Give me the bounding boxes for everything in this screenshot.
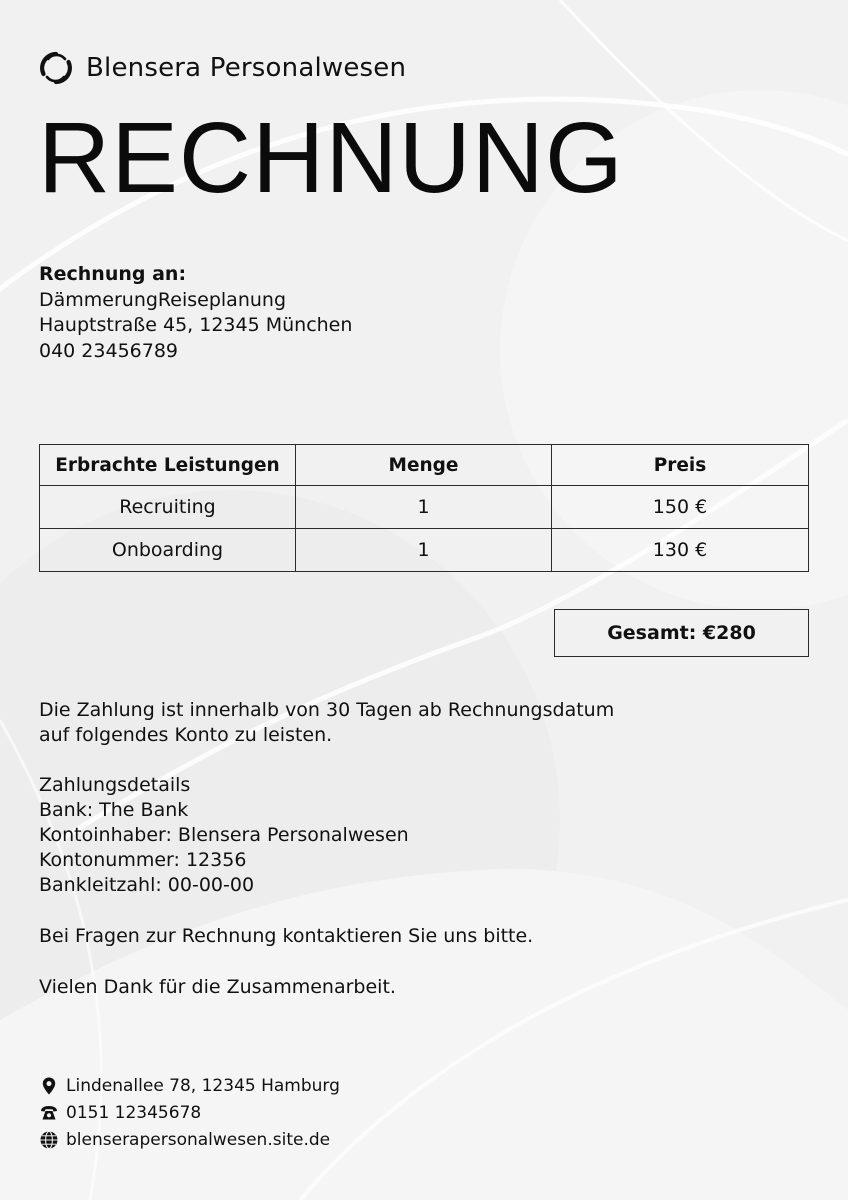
- location-pin-icon: [39, 1076, 59, 1096]
- payment-details-heading: Zahlungsdetails: [39, 774, 191, 796]
- payment-bank: Bank: The Bank: [39, 799, 189, 821]
- thank-you-note: Vielen Dank für die Zusammenarbeit.: [39, 976, 396, 998]
- price-cell: 150 €: [552, 486, 809, 529]
- bill-to-phone: 040 23456789: [39, 339, 179, 362]
- column-header-quantity: Menge: [296, 445, 552, 486]
- services-table: [39, 444, 809, 572]
- contact-address-row: [39, 1072, 340, 1099]
- table-row: [40, 486, 809, 529]
- table-row: [40, 529, 809, 572]
- payment-account-holder: Kontoinhaber: Blensera Personalwesen: [39, 824, 409, 846]
- payment-terms-line-1: Die Zahlung ist innerhalb von 30 Tagen ab Rechnungsdatum: [39, 699, 615, 721]
- company-name: Blensera Personalwesen: [86, 53, 407, 83]
- contact-footer: [39, 1072, 340, 1153]
- service-cell: Recruiting: [40, 486, 296, 529]
- questions-note: Bei Fragen zur Rechnung kontaktieren Sie uns bitte.: [39, 925, 534, 947]
- column-header-service: Erbrachte Leistungen: [40, 445, 296, 486]
- quantity-cell: 1: [296, 486, 552, 529]
- quantity-cell: 1: [296, 529, 552, 572]
- price-cell: 130 €: [552, 529, 809, 572]
- contact-website[interactable]: blenserapersonalwesen.site.de: [66, 1129, 331, 1150]
- column-header-price: Preis: [552, 445, 809, 486]
- telephone-icon: [39, 1103, 59, 1123]
- payment-terms-line-2: auf folgendes Konto zu leisten.: [39, 724, 333, 746]
- total-amount: Gesamt: €280: [554, 609, 809, 657]
- company-header: [38, 50, 406, 86]
- contact-phone-row: [39, 1099, 340, 1126]
- payment-section: [39, 698, 614, 1000]
- contact-address: Lindenallee 78, 12345 Hamburg: [66, 1075, 340, 1096]
- contact-website-row: [39, 1126, 340, 1153]
- payment-account-number: Kontonummer: 12356: [39, 849, 247, 871]
- bill-to-address: Hauptstraße 45, 12345 München: [39, 314, 353, 336]
- payment-bank-code: Bankleitzahl: 00-00-00: [39, 874, 255, 896]
- service-cell: Onboarding: [40, 529, 296, 572]
- table-header-row: [40, 445, 809, 486]
- contact-phone: 0151 12345678: [66, 1102, 202, 1123]
- swirl-logo-icon: [38, 50, 74, 86]
- document-title: RECHNUNG: [38, 102, 624, 214]
- bill-to-name: DämmerungReiseplanung: [39, 288, 287, 311]
- globe-icon: [39, 1130, 59, 1150]
- bill-to-label: Rechnung an:: [39, 263, 187, 285]
- bill-to-section: [39, 262, 352, 364]
